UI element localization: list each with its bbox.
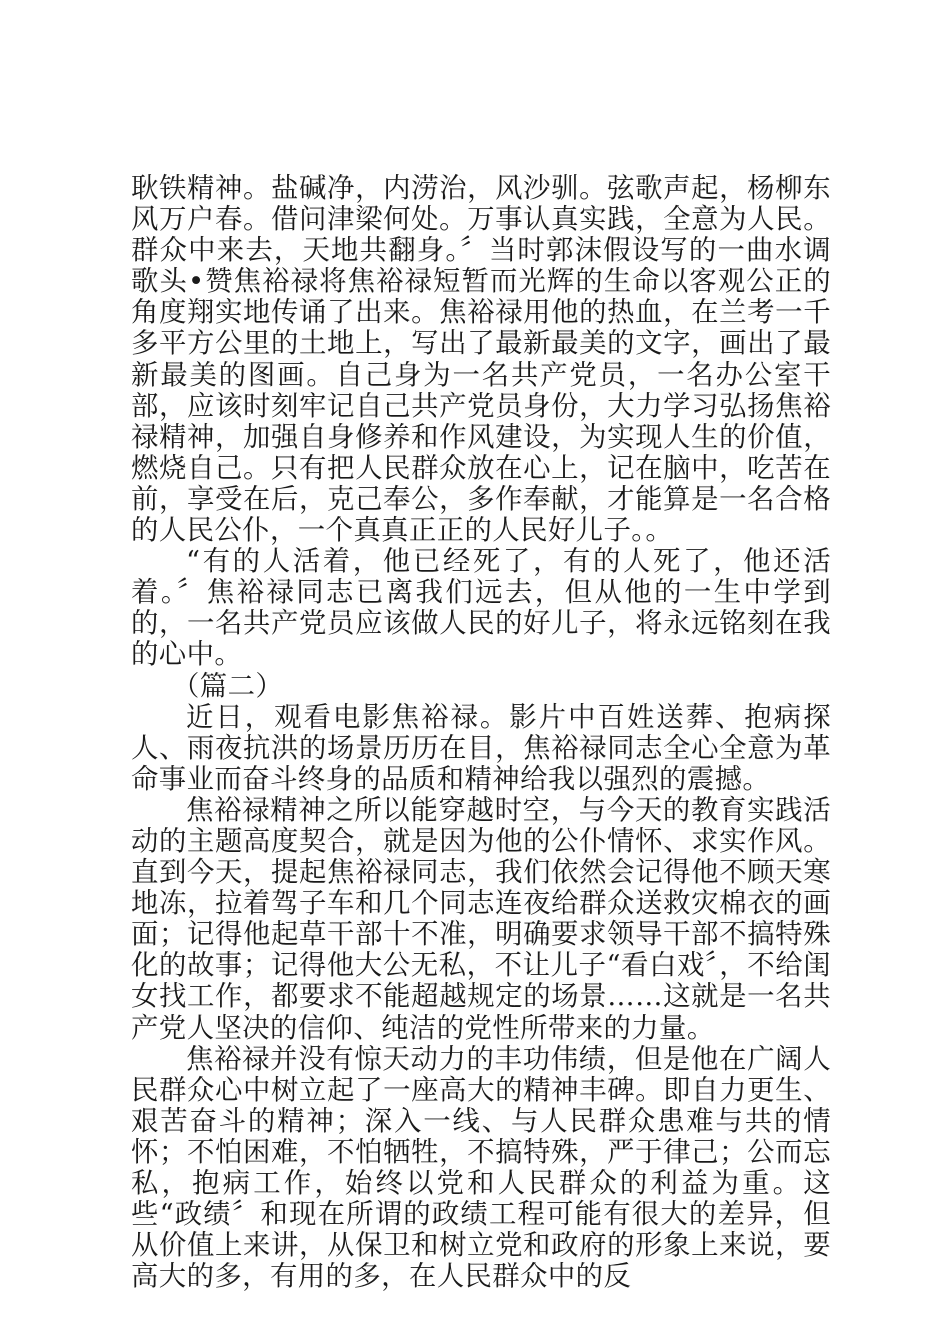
paragraph-1: 耿铁精神。盐碱净，内涝治，风沙驯。弦歌声起，杨柳东风万户春。借问津梁何处。万事认真实践，全意为人民。群众中来去，天地共翻身。〞当时郭沫假设写的一曲水调歌头•赞焦裕禄将焦裕禄短暂而光辉的生命以客观公正的角度翔实地传诵了出来。焦裕禄用他的热血，在兰考一千多平方公里的土地上，写出了最新最美的文字，画出了最新最美的图画。自己身为一名共产党员，一名办公室干部，应该时刻牢记自己共产党员身份，大力学习弘扬焦裕禄精神，加强自身修养和作风建设，为实现人生的价值，燃烧自己。只有把人民群众放在心上，记在脑中，吃苦在前，享受在后，克己奉公，多作奉献，才能算是一名合格的人民公仆，一个真真正正的人民好儿子。。 bbox=[131, 173, 831, 547]
paragraph-4: 焦裕禄精神之所以能穿越时空，与今天的教育实践活动的主题高度契合，就是因为他的公仆情怀、求实作风。直到今天，提起焦裕禄同志，我们依然会记得他不顾天寒地冻，拉着驾子车和几个同志连夜给群众送救灾棉衣的画面；记得他起草干部十不准，明确要求领导干部不搞特殊化的故事；记得他大公无私，不让儿子“看白戏〞，不给闺女找工作，都要求不能超越规定的场景……这就是一名共产党人坚决的信仰、纯洁的党性所带来的力量。 bbox=[131, 794, 831, 1044]
paragraph-5: 焦裕禄并没有惊天动力的丰功伟绩，但是他在广阔人民群众心中树立起了一座高大的精神丰碑。即自力更生、艰苦奋斗的精神；深入一线、与人民群众患难与共的情怀；不怕困难，不怕牺牲，不搞特殊，严于律己；公而忘私，抱病工作，始终以党和人民群众的利益为重。这些“政绩〞和现在所谓的政绩工程可能有很大的差异，但从价值上来讲，从保卫和树立党和政府的形象上来说，要高大的多，有用的多，在人民群众中的反 bbox=[131, 1043, 831, 1293]
document-page bbox=[131, 173, 831, 1292]
section-heading: （篇二） bbox=[172, 670, 284, 702]
paragraph-2: “有的人活着，他已经死了，有的人死了，他还活着。〞焦裕禄同志已离我们远去，但从他的一生中学到的，一名共产党员应该做人民的好儿子，将永远铭刻在我的心中。 bbox=[131, 546, 831, 671]
paragraph-3: 近日，观看电影焦裕禄。影片中百姓送葬、抱病探人、雨夜抗洪的场景历历在目，焦裕禄同志全心全意为革命事业而奋斗终身的品质和精神给我以强烈的震撼。 bbox=[131, 701, 831, 795]
